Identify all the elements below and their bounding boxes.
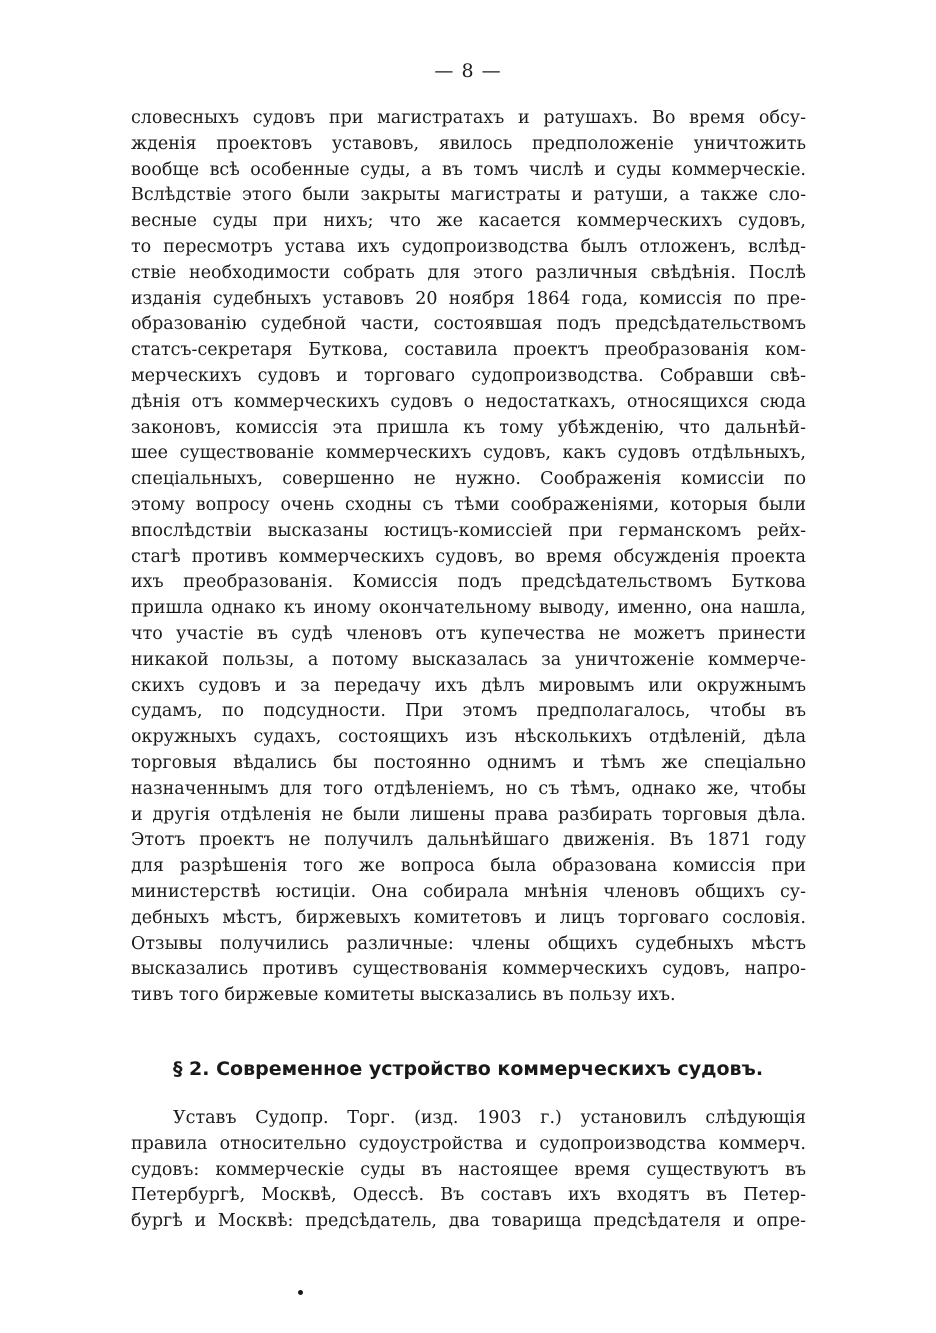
ink-speck: [298, 1290, 303, 1295]
paragraph-1: [131, 106, 806, 1009]
text-line: судамъ, по подсудности. При этомъ предполагалось, чтобы въ: [131, 701, 806, 722]
text-line: Уставъ Судопр. Торг. (изд. 1903 г.) установилъ слѣдующія: [173, 1108, 806, 1128]
text-line: дебныхъ мѣстъ, биржевыхъ комитетовъ и лицъ торговаго сословія.: [131, 907, 806, 928]
text-line: тивъ того биржевые комитеты высказались въ пользу ихъ.: [131, 985, 676, 1006]
text-line: окружныхъ судахъ, состоящихъ изъ нѣсколькихъ отдѣленій, дѣла: [131, 727, 806, 748]
text-line: Петербургѣ, Москвѣ, Одессѣ. Въ составъ ихъ входятъ въ Петер-: [131, 1185, 806, 1206]
text-line: торговыя вѣдались бы постоянно однимъ и тѣмъ же спеціально: [131, 752, 806, 773]
text-line: весные суды при нихъ; что же касается коммерческихъ судовъ,: [131, 211, 806, 232]
text-line: высказались противъ существованія коммерческихъ судовъ, напро-: [131, 959, 806, 980]
text-line: скихъ судовъ и за передачу ихъ дѣлъ мировымъ или окружнымъ: [131, 675, 806, 696]
text-line: никакой пользы, а потому высказалась за уничтоженіе коммерче-: [131, 649, 806, 670]
text-line: судовъ: коммерческіе суды въ настоящее время существуютъ въ: [131, 1159, 806, 1180]
text-line: статсъ-секретаря Буткова, составила проектъ преобразованія ком-: [131, 340, 806, 361]
text-line: ихъ преобразованія. Комиссія подъ предсѣдательствомъ Буткова: [131, 572, 806, 593]
text-line: шее существованіе коммерческихъ судовъ, какъ судовъ отдѣльныхъ,: [131, 443, 806, 464]
text-line: впослѣдствіи высказаны юстицъ-комиссіей при германскомъ рейх-: [131, 520, 806, 541]
text-line: бургѣ и Москвѣ: предсѣдатель, два товарища предсѣдателя и опре-: [131, 1211, 806, 1232]
text-line: стагѣ противъ коммерческихъ судовъ, во время обсужденія проекта: [131, 546, 806, 567]
text-line: спеціальныхъ, совершенно не нужно. Соображенія комиссіи по: [131, 469, 806, 490]
paragraph-2: [131, 1106, 806, 1235]
text-line: министерствѣ юстиціи. Она собирала мнѣнія членовъ общихъ су-: [131, 881, 806, 902]
text-line: этому вопросу очень сходны съ тѣми соображеніями, которыя были: [131, 494, 806, 515]
text-line: Этотъ проектъ не получилъ дальнѣйшаго движенія. Въ 1871 году: [131, 830, 806, 851]
text-line: вообще всѣ особенные суды, а въ томъ числѣ и суды коммерческіе.: [131, 159, 806, 180]
text-line: назначеннымъ для того отдѣленіемъ, но съ тѣмъ, однако же, чтобы: [131, 778, 806, 799]
text-line: правила относительно судоустройства и судопроизводства коммерч.: [131, 1133, 806, 1154]
page-number: — 8 —: [434, 60, 502, 82]
text-line: ствіе необходимости собрать для этого различныя свѣдѣнія. Послѣ: [131, 262, 806, 283]
text-line: дѣнія отъ коммерческихъ судовъ о недостаткахъ, относящихся сюда: [131, 391, 806, 412]
text-line: Отзывы получились различные: члены общихъ судебныхъ мѣстъ: [131, 933, 806, 954]
text-line: пришла однако къ иному окончательному выводу, именно, она нашла,: [131, 598, 806, 619]
text-line: словесныхъ судовъ при магистратахъ и ратушахъ. Во время обсу-: [131, 108, 806, 128]
section-heading: § 2. Современное устройство коммерческихъ судовъ.: [172, 1058, 764, 1080]
text-line: что участіе въ судѣ членовъ отъ купечества не можетъ принести: [131, 623, 806, 644]
text-line: то пересмотръ устава ихъ судопроизводства былъ отложенъ, вслѣд-: [131, 236, 806, 257]
text-line: образованію судебной части, состоявшая подъ предсѣдательствомъ: [131, 314, 806, 335]
text-line: законовъ, комиссія эта пришла къ тому убѣжденію, что дальнѣй-: [131, 417, 806, 438]
text-line: жденія проектовъ уставовъ, явилось предположеніе уничтожить: [131, 133, 806, 154]
text-line: для разрѣшенія того же вопроса была образована комиссія при: [131, 856, 806, 877]
text-line: изданія судебныхъ уставовъ 20 ноября 1864 года, комиссія по пре-: [131, 288, 806, 309]
text-line: Вслѣдствіе этого были закрыты магистраты и ратуши, а также сло-: [131, 185, 806, 206]
text-line: и другія отдѣленія не были лишены права разбирать торговыя дѣла.: [131, 804, 806, 825]
text-line: мерческихъ судовъ и торговаго судопроизводства. Собравши свѣ-: [131, 365, 806, 386]
